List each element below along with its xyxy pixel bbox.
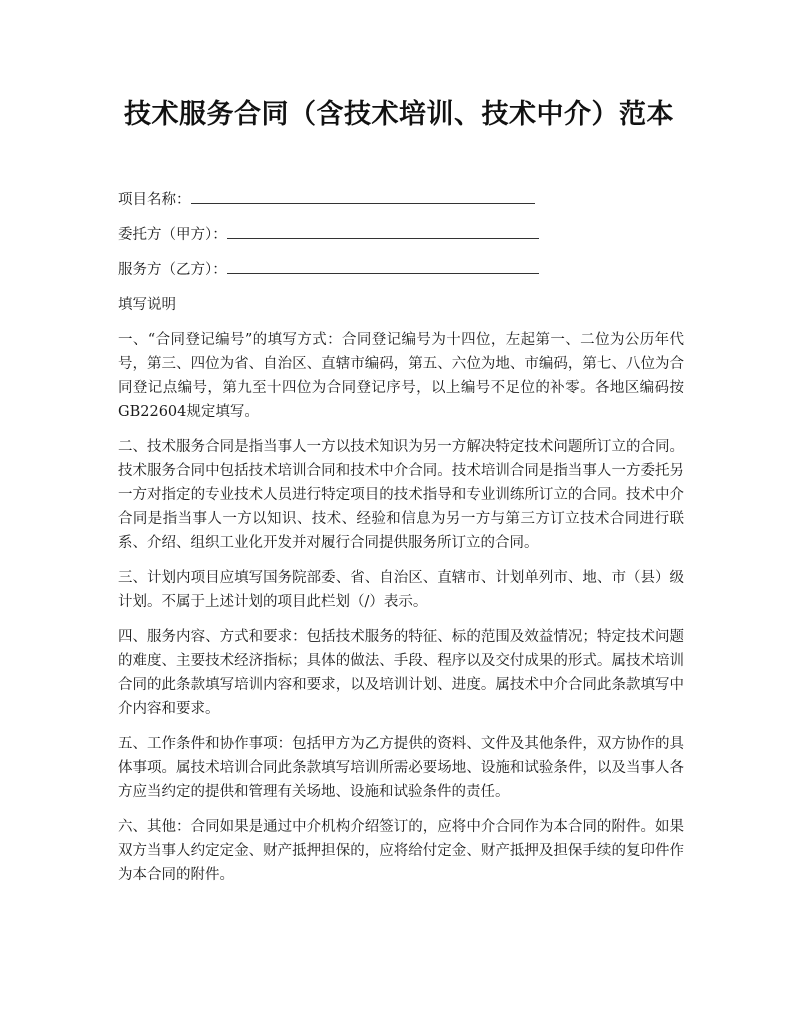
service-party-field (118, 258, 684, 282)
client-party-blank[interactable] (227, 224, 539, 239)
instruction-paragraph-6: 六、其他：合同如果是通过中介机构介绍签订的，应将中介合同作为本合同的附件。如果双方当事人约定定金、财产抵押担保的，应将给付定金、财产抵押及担保手续的复印件作为本合同的附件。 (118, 819, 684, 883)
instruction-paragraph-5: 五、工作条件和协作事项：包括甲方为乙方提供的资料、文件及其他条件，双方协作的具体事项。属技术培训合同此条款填写培训所需必要场地、设施和试验条件，以及当事人各方应当约定的提供和管理有关场地、设施和试验条件的责任。 (118, 736, 684, 800)
project-name-field (118, 188, 684, 212)
instruction-paragraph-2: 二、技术服务合同是指当事人一方以技术知识为另一方解决特定技术问题所订立的合同。技术服务合同中包括技术培训合同和技术中介合同。技术培训合同是指当事人一方委托另一方对指定的专业技术人员进行特定项目的技术指导和专业训练所订立的合同。技术中介合同是指当事人一方以知识、技术、经验和信息为另一方与第三方订立技术合同进行联系、介绍、组织工业化开发并对履行合同提供服务所订立的合同。 (118, 439, 684, 551)
instructions-heading: 填写说明 (118, 297, 176, 313)
document-body (118, 188, 684, 898)
instruction-paragraph-4: 四、服务内容、方式和要求：包括技术服务的特征、标的范围及效益情况；特定技术问题的难度、主要技术经济指标；具体的做法、手段、程序以及交付成果的形式。属技术培训合同的此条款填写培训内容和要求，以及培训计划、进度。属技术中介合同此条款填写中介内容和要求。 (118, 629, 684, 717)
service-party-blank[interactable] (227, 259, 539, 274)
project-name-label: 项目名称： (118, 192, 191, 208)
document-title: 技术服务合同（含技术培训、技术中介）范本 (124, 99, 674, 130)
client-party-label: 委托方（甲方）： (118, 227, 227, 243)
project-name-blank[interactable] (191, 189, 535, 204)
service-party-label: 服务方（乙方）： (118, 262, 227, 278)
client-party-field (118, 223, 684, 247)
instruction-paragraph-3: 三、计划内项目应填写国务院部委、省、自治区、直辖市、计划单列市、地、市（县）级计划。不属于上述计划的项目此栏划（/）表示。 (118, 570, 684, 610)
instruction-paragraph-1: 一、“合同登记编号”的填写方式：合同登记编号为十四位，左起第一、二位为公历年代号，第三、四位为省、自治区、直辖市编码，第五、六位为地、市编码，第七、八位为合同登记点编号，第九至十四位为合同登记序号，以上编号不足位的补零。各地区编码按GB22604规定填写。 (118, 332, 684, 420)
